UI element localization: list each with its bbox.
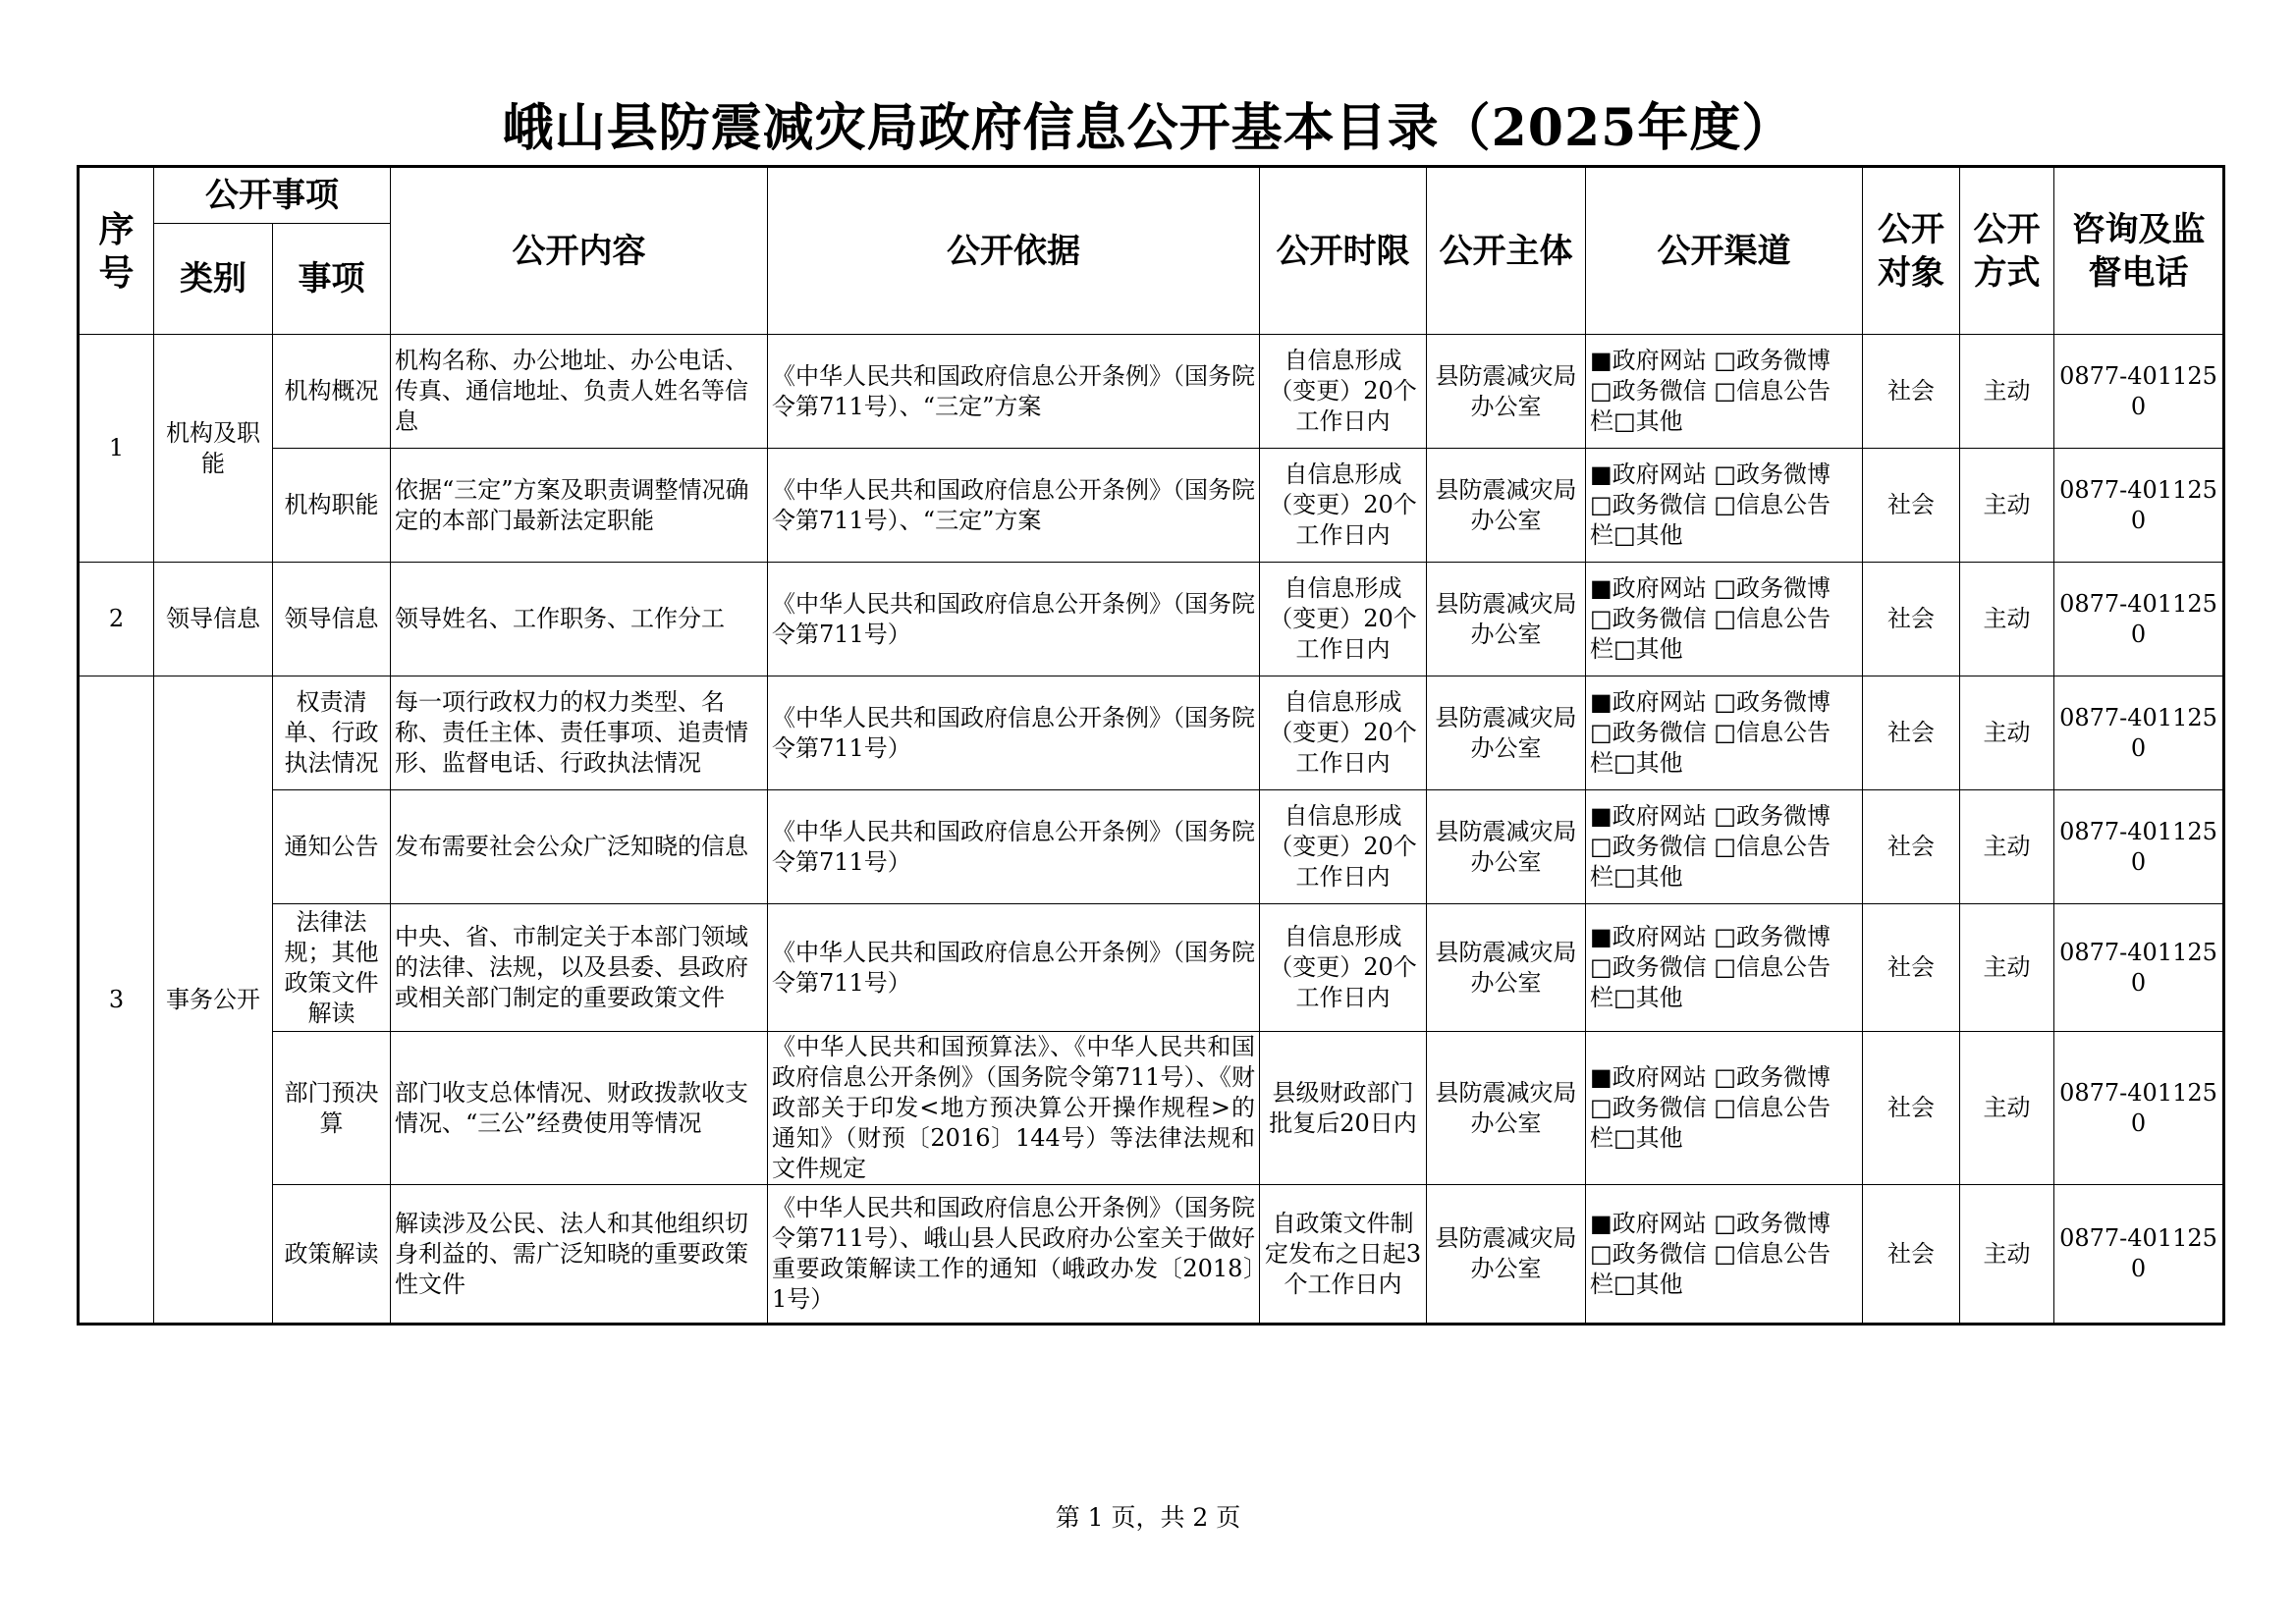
cell-subject: 县防震减灾局办公室 <box>1427 790 1586 904</box>
cell-channel: ■政府网站 □政务微博 □政务微信 □信息公告 栏□其他 <box>1586 790 1863 904</box>
table-row <box>79 1032 2224 1185</box>
cell-subject: 县防震减灾局办公室 <box>1427 563 1586 676</box>
catalog-table <box>77 165 2225 1325</box>
cell-channel: ■政府网站 □政务微博 □政务微信 □信息公告 栏□其他 <box>1586 449 1863 563</box>
cell-item: 通知公告 <box>273 790 391 904</box>
cell-method: 主动 <box>1960 904 2054 1032</box>
cell-basis: 《中华人民共和国政府信息公开条例》（国务院令第711号） <box>768 904 1260 1032</box>
cell-basis: 《中华人民共和国政府信息公开条例》（国务院令第711号）、“三定”方案 <box>768 335 1260 449</box>
cell-audience: 社会 <box>1863 449 1960 563</box>
cell-audience: 社会 <box>1863 1032 1960 1185</box>
cell-time-limit: 自信息形成（变更）20个工作日内 <box>1260 790 1427 904</box>
cell-basis: 《中华人民共和国政府信息公开条例》（国务院令第711号）、“三定”方案 <box>768 449 1260 563</box>
cell-audience: 社会 <box>1863 1185 1960 1325</box>
table-row <box>79 335 2224 449</box>
table-row <box>79 563 2224 676</box>
cell-channel: ■政府网站 □政务微博 □政务微信 □信息公告 栏□其他 <box>1586 904 1863 1032</box>
cell-channel: ■政府网站 □政务微博 □政务微信 □信息公告 栏□其他 <box>1586 1185 1863 1325</box>
cell-item: 机构职能 <box>273 449 391 563</box>
cell-subject: 县防震减灾局办公室 <box>1427 904 1586 1032</box>
cell-channel: ■政府网站 □政务微博 □政务微信 □信息公告 栏□其他 <box>1586 335 1863 449</box>
header-phone: 咨询及监督电话 <box>2054 167 2224 335</box>
cell-item: 权责清单、行政执法情况 <box>273 676 391 790</box>
cell-time-limit: 自信息形成（变更）20个工作日内 <box>1260 335 1427 449</box>
cell-category: 机构及职能 <box>154 335 273 563</box>
cell-item: 机构概况 <box>273 335 391 449</box>
cell-content: 依据“三定”方案及职责调整情况确定的本部门最新法定职能 <box>391 449 768 563</box>
cell-content: 部门收支总体情况、财政拨款收支情况、“三公”经费使用等情况 <box>391 1032 768 1185</box>
cell-time-limit: 自政策文件制定发布之日起3个工作日内 <box>1260 1185 1427 1325</box>
cell-method: 主动 <box>1960 449 2054 563</box>
cell-seq: 1 <box>79 335 154 563</box>
cell-time-limit: 自信息形成（变更）20个工作日内 <box>1260 676 1427 790</box>
cell-basis: 《中华人民共和国政府信息公开条例》（国务院令第711号）、峨山县人民政府办公室关于做好重要政策解读工作的通知（峨政办发〔2018〕1号） <box>768 1185 1260 1325</box>
page-title: 峨山县防震减灾局政府信息公开基本目录（2025年度） <box>502 98 1794 158</box>
header-subject: 公开主体 <box>1427 167 1586 335</box>
cell-item: 政策解读 <box>273 1185 391 1325</box>
cell-phone: 0877-4011250 <box>2054 790 2224 904</box>
cell-basis: 《中华人民共和国政府信息公开条例》（国务院令第711号） <box>768 563 1260 676</box>
table-row <box>79 1185 2224 1325</box>
cell-item: 领导信息 <box>273 563 391 676</box>
cell-item: 部门预决算 <box>273 1032 391 1185</box>
cell-audience: 社会 <box>1863 563 1960 676</box>
cell-content: 每一项行政权力的权力类型、名称、责任主体、责任事项、追责情形、监督电话、行政执法情况 <box>391 676 768 790</box>
header-time-limit: 公开时限 <box>1260 167 1427 335</box>
cell-time-limit: 自信息形成（变更）20个工作日内 <box>1260 904 1427 1032</box>
header-seq: 序号 <box>79 167 154 335</box>
table-row <box>79 790 2224 904</box>
cell-subject: 县防震减灾局办公室 <box>1427 449 1586 563</box>
cell-audience: 社会 <box>1863 790 1960 904</box>
header-method: 公开方式 <box>1960 167 2054 335</box>
cell-subject: 县防震减灾局办公室 <box>1427 1032 1586 1185</box>
cell-seq: 2 <box>79 563 154 676</box>
cell-phone: 0877-4011250 <box>2054 1185 2224 1325</box>
cell-method: 主动 <box>1960 790 2054 904</box>
header-channel: 公开渠道 <box>1586 167 1863 335</box>
cell-method: 主动 <box>1960 563 2054 676</box>
cell-category: 领导信息 <box>154 563 273 676</box>
cell-basis: 《中华人民共和国政府信息公开条例》（国务院令第711号） <box>768 790 1260 904</box>
cell-phone: 0877-4011250 <box>2054 335 2224 449</box>
header-audience: 公开对象 <box>1863 167 1960 335</box>
cell-method: 主动 <box>1960 676 2054 790</box>
cell-time-limit: 自信息形成（变更）20个工作日内 <box>1260 449 1427 563</box>
cell-phone: 0877-4011250 <box>2054 904 2224 1032</box>
cell-content: 机构名称、办公地址、办公电话、传真、通信地址、负责人姓名等信息 <box>391 335 768 449</box>
cell-basis: 《中华人民共和国预算法》、《中华人民共和国政府信息公开条例》（国务院令第711号）、《财政部关于印发<地方预决算公开操作规程>的通知》（财预〔2016〕144号）等法律法规和文件规定 <box>768 1032 1260 1185</box>
cell-time-limit: 县级财政部门批复后20日内 <box>1260 1032 1427 1185</box>
cell-phone: 0877-4011250 <box>2054 1032 2224 1185</box>
cell-item: 法律法规；其他政策文件解读 <box>273 904 391 1032</box>
cell-subject: 县防震减灾局办公室 <box>1427 676 1586 790</box>
cell-audience: 社会 <box>1863 904 1960 1032</box>
cell-audience: 社会 <box>1863 335 1960 449</box>
cell-subject: 县防震减灾局办公室 <box>1427 1185 1586 1325</box>
cell-channel: ■政府网站 □政务微博 □政务微信 □信息公告 栏□其他 <box>1586 1032 1863 1185</box>
cell-method: 主动 <box>1960 335 2054 449</box>
header-item-group: 公开事项 <box>154 167 391 224</box>
cell-content: 领导姓名、工作职务、工作分工 <box>391 563 768 676</box>
cell-seq: 3 <box>79 676 154 1325</box>
cell-channel: ■政府网站 □政务微博 □政务微信 □信息公告 栏□其他 <box>1586 563 1863 676</box>
page-footer: 第 1 页，共 2 页 <box>1055 1503 1241 1532</box>
header-category: 类别 <box>154 224 273 335</box>
header-content: 公开内容 <box>391 167 768 335</box>
cell-channel: ■政府网站 □政务微博 □政务微信 □信息公告 栏□其他 <box>1586 676 1863 790</box>
cell-phone: 0877-4011250 <box>2054 563 2224 676</box>
cell-method: 主动 <box>1960 1185 2054 1325</box>
cell-method: 主动 <box>1960 1032 2054 1185</box>
cell-phone: 0877-4011250 <box>2054 449 2224 563</box>
cell-content: 发布需要社会公众广泛知晓的信息 <box>391 790 768 904</box>
table-row <box>79 904 2224 1032</box>
header-item: 事项 <box>273 224 391 335</box>
cell-audience: 社会 <box>1863 676 1960 790</box>
cell-time-limit: 自信息形成（变更）20个工作日内 <box>1260 563 1427 676</box>
table-row <box>79 676 2224 790</box>
cell-content: 解读涉及公民、法人和其他组织切身利益的、需广泛知晓的重要政策性文件 <box>391 1185 768 1325</box>
cell-content: 中央、省、市制定关于本部门领域的法律、法规，以及县委、县政府或相关部门制定的重要政策文件 <box>391 904 768 1032</box>
table-row <box>79 449 2224 563</box>
cell-phone: 0877-4011250 <box>2054 676 2224 790</box>
header-basis: 公开依据 <box>768 167 1260 335</box>
cell-category: 事务公开 <box>154 676 273 1325</box>
cell-subject: 县防震减灾局办公室 <box>1427 335 1586 449</box>
cell-basis: 《中华人民共和国政府信息公开条例》（国务院令第711号） <box>768 676 1260 790</box>
